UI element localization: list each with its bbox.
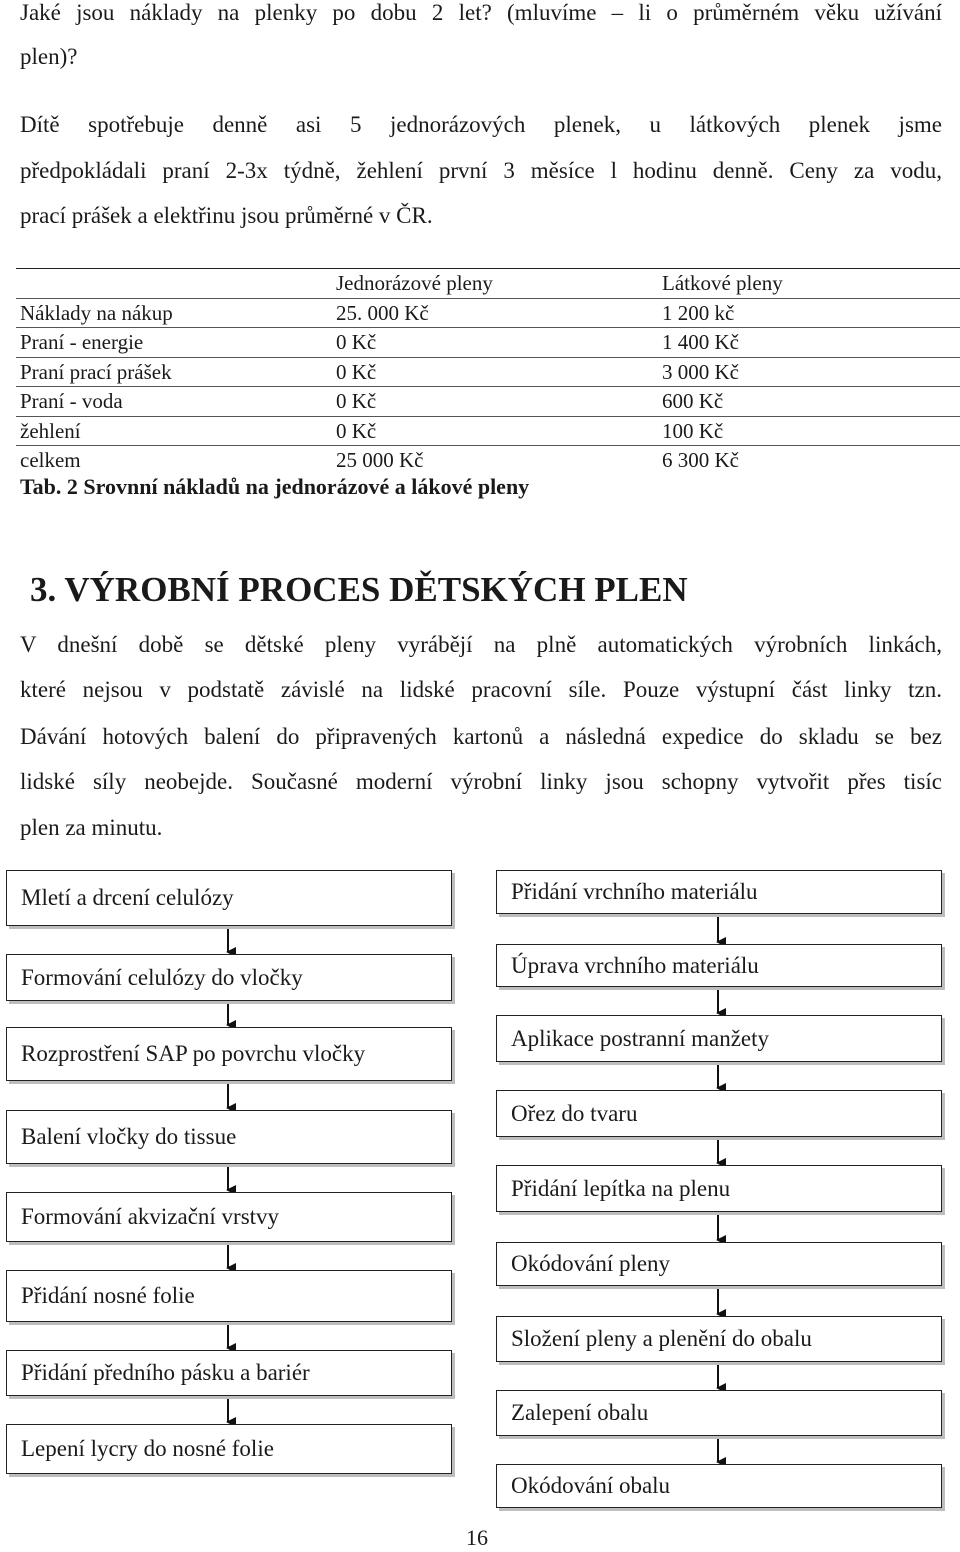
flow-step-right bbox=[496, 1316, 942, 1362]
page-number: 16 bbox=[466, 1525, 488, 1550]
intro-paragraph-line-2: předpokládali praní 2-3x týdně, žehlení první 3 měsíce l hodinu denně. Ceny za vodu, bbox=[20, 158, 942, 183]
intro-paragraph-line-1: Dítě spotřebuje denně asi 5 jednorázových plenek, u látkových plenek jsme bbox=[20, 112, 942, 137]
flow-step-right bbox=[496, 1390, 942, 1436]
flow-step-left bbox=[6, 1350, 452, 1396]
question-line-1: Jaké jsou náklady na plenky po dobu 2 let? (mluvíme – li o průměrném věku užívání bbox=[20, 0, 942, 25]
table-cell: Praní - voda bbox=[16, 387, 332, 417]
table-cell: celkem bbox=[20, 448, 81, 472]
table-caption: Tab. 2 Srovnní nákladů na jednorázové a lákové pleny bbox=[20, 474, 530, 499]
flow-step-label: Rozprostření SAP po povrchu vločky bbox=[21, 1041, 366, 1066]
flow-step-left bbox=[6, 1424, 452, 1474]
flow-step-right bbox=[496, 1242, 942, 1286]
chapter-paragraph-line-2: které nejsou v podstatě závislé na lidské pracovní síle. Pouze výstupní část linky tzn. bbox=[20, 677, 942, 702]
flow-step-label: Přidání lepítka na plenu bbox=[511, 1175, 731, 1201]
table-cell: 600 Kč bbox=[658, 387, 960, 417]
chapter-paragraph-line-4: lidské síly neobejde. Současné moderní výrobní linky jsou schopny vytvořit přes tisíc bbox=[20, 769, 942, 794]
intro-paragraph-line-3: prací prášek a elektřinu jsou průměrné v ČR. bbox=[20, 203, 433, 228]
chapter-heading: 3. VÝROBNÍ PROCES DĚTSKÝCH PLEN bbox=[30, 570, 688, 609]
table-cell: 25 000 Kč bbox=[336, 448, 424, 472]
flow-step-right bbox=[496, 1090, 942, 1137]
flow-step-label: Ořez do tvaru bbox=[511, 1100, 638, 1126]
flow-step-left bbox=[6, 1027, 452, 1081]
flow-step-label: Mletí a drcení celulózy bbox=[21, 885, 234, 910]
chapter-paragraph-line-5: plen za minutu. bbox=[20, 815, 163, 840]
table-cell: Náklady na nákup bbox=[16, 298, 332, 328]
flow-step-label: Okódování pleny bbox=[511, 1251, 671, 1276]
table-cell: 100 Kč bbox=[658, 416, 960, 446]
flow-step-right bbox=[496, 1015, 942, 1062]
flow-step-left bbox=[6, 954, 452, 1001]
table-cell: 6 300 Kč bbox=[662, 448, 739, 472]
table-cell: 0 Kč bbox=[332, 357, 658, 387]
flow-step-right bbox=[496, 870, 942, 914]
flow-step-left bbox=[6, 1110, 452, 1164]
chapter-paragraph-line-1: V dnešní době se dětské pleny vyrábějí na plně automatických výrobních linkách, bbox=[20, 632, 942, 657]
flow-step-label: Formování celulózy do vločky bbox=[21, 964, 303, 990]
flow-step-label: Úprava vrchního materiálu bbox=[511, 952, 759, 978]
table-cell: 0 Kč bbox=[332, 387, 658, 417]
flow-step-left bbox=[6, 1192, 452, 1242]
table-cell: 0 Kč bbox=[332, 416, 658, 446]
table-cell: Praní prací prášek bbox=[16, 357, 332, 387]
table-cell: 0 Kč bbox=[332, 328, 658, 358]
flow-step-label: Přidání nosné folie bbox=[21, 1283, 195, 1308]
flow-step-label: Lepení lycry do nosné folie bbox=[21, 1436, 274, 1461]
table-cell: žehlení bbox=[16, 416, 332, 446]
table-cell: Praní - energie bbox=[16, 328, 332, 358]
flow-step-label: Přidání vrchního materiálu bbox=[511, 879, 758, 904]
flow-step-label: Složení pleny a plenění do obalu bbox=[511, 1326, 812, 1351]
flow-step-label: Zalepení obalu bbox=[511, 1400, 649, 1425]
flow-step-label: Formování akvizační vrstvy bbox=[21, 1204, 280, 1229]
table-cell: 1 400 Kč bbox=[658, 328, 960, 358]
flow-step-right bbox=[496, 944, 942, 987]
table-cell: 25. 000 Kč bbox=[332, 298, 658, 328]
table-cell: 3 000 Kč bbox=[658, 357, 960, 387]
flow-step-label: Okódování obalu bbox=[511, 1473, 671, 1498]
question-line-2: plen)? bbox=[20, 44, 78, 69]
table-header-cell: Látkové pleny bbox=[658, 269, 960, 299]
chapter-paragraph-line-3: Dávání hotových balení do připravených kartonů a následná expedice do skladu se bez bbox=[20, 724, 942, 749]
table-cell: 1 200 kč bbox=[658, 298, 960, 328]
flow-step-right bbox=[496, 1165, 942, 1212]
flow-step-left bbox=[6, 870, 452, 926]
flow-step-label: Aplikace postranní manžety bbox=[511, 1025, 770, 1051]
flow-step-label: Přidání předního pásku a bariér bbox=[21, 1360, 310, 1385]
table-header-cell: Jednorázové pleny bbox=[332, 269, 658, 299]
flow-step-label: Balení vločky do tissue bbox=[21, 1124, 237, 1149]
flow-step-right bbox=[496, 1464, 942, 1508]
flow-step-left bbox=[6, 1270, 452, 1322]
